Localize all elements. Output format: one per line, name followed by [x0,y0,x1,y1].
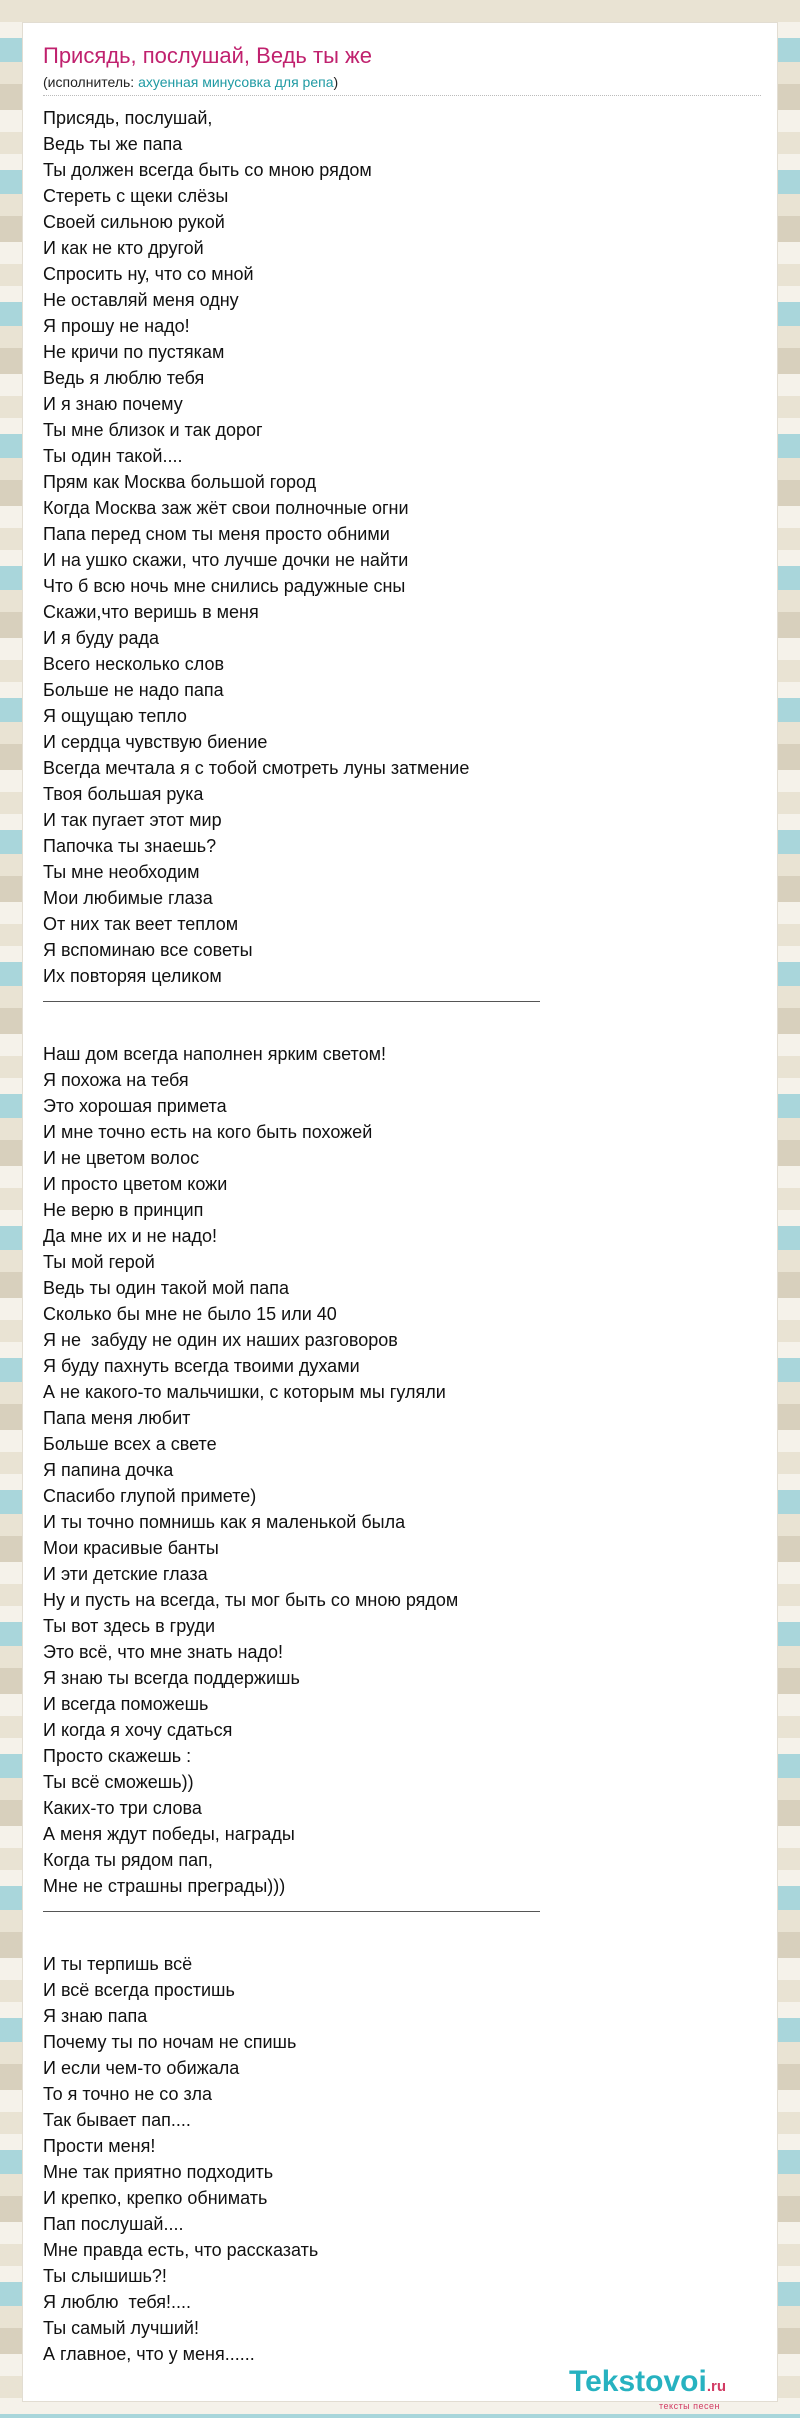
lyric-line: Ты слышишь?! [43,2266,167,2286]
lyric-line: Скажи,что веришь в меня [43,602,259,622]
blank-line [43,1925,743,1951]
lyric-line: Не верю в принцип [43,1200,204,1220]
lyric-line: И я буду рада [43,628,160,648]
lyric-line: Каких-то три слова [43,1798,202,1818]
logo-wordmark: Tekstovoi [569,2365,707,2398]
lyric-line: Это всё, что мне знать надо! [43,1642,284,1662]
lyric-line: То я точно не со зла [43,2084,213,2104]
lyric-line: Пап послушай.... [43,2214,184,2234]
lyric-line: И не цветом волос [43,1148,200,1168]
lyric-line: Я знаю ты всегда поддержишь [43,1668,300,1688]
lyric-line: Твоя большая рука [43,784,204,804]
lyric-line: Я знаю папа [43,2006,148,2026]
logo-tagline: тексты песен [659,2401,721,2411]
lyric-line: Всего несколько слов [43,654,225,674]
site-logo[interactable] [569,2365,726,2411]
lyrics-text [43,105,743,2367]
lyric-line: Мне не страшны преграды))) [43,1876,286,1896]
lyric-line: И так пугает этот мир [43,810,222,830]
lyric-line: Папа перед сном ты меня просто обними [43,524,390,544]
blank-line [43,1015,743,1041]
lyric-line: Папа меня любит [43,1408,191,1428]
lyric-line: Ты мне необходим [43,862,200,882]
lyric-line: Присядь, послушай, [43,108,213,128]
lyric-line: Ведь я люблю тебя [43,368,205,388]
lyric-line: Ты один такой.... [43,446,183,466]
artist-suffix: ) [333,74,339,90]
lyric-line: А меня ждут победы, награды [43,1824,295,1844]
lyric-line: Больше не надо папа [43,680,224,700]
section-divider [43,1899,743,1925]
lyric-line: Мои красивые банты [43,1538,219,1558]
lyric-line: Я прошу не надо! [43,316,190,336]
lyric-line: Ну и пусть на всегда, ты мог быть со мною рядом [43,1590,459,1610]
lyric-line: Когда Москва заж жёт свои полночные огни [43,498,409,518]
lyric-line: И просто цветом кожи [43,1174,228,1194]
lyric-line: Я папина дочка [43,1460,174,1480]
lyric-line: И всё всегда простишь [43,1980,235,2000]
lyric-line: И мне точно есть на кого быть похожей [43,1122,373,1142]
lyric-line: И как не кто другой [43,238,204,258]
lyric-line: И на ушко скажи, что лучше дочки не найти [43,550,409,570]
lyric-line: Ты должен всегда быть со мною рядом [43,160,372,180]
lyric-line: Прям как Москва большой город [43,472,317,492]
lyric-line: Спасибо глупой примете) [43,1486,257,1506]
lyric-line: Сколько бы мне не было 15 или 40 [43,1304,337,1324]
logo-tld: .ru [706,2378,726,2395]
lyric-line: Да мне их и не надо! [43,1226,218,1246]
section-divider [43,989,743,1015]
lyric-line: Мне так приятно подходить [43,2162,274,2182]
lyric-line: Ведь ты же папа [43,134,183,154]
header-divider [43,95,761,96]
lyric-line: И ты терпишь всё [43,1954,193,1974]
artist-prefix: (исполнитель: [43,74,139,90]
lyric-line: И сердца чувствую биение [43,732,268,752]
artist-link[interactable]: ахуенная минусовка для репа [138,74,334,90]
lyric-line: От них так веет теплом [43,914,239,934]
lyric-line: Ты мне близок и так дорог [43,420,263,440]
lyric-line: И если чем-то обижала [43,2058,240,2078]
lyric-line: Больше всех а свете [43,1434,217,1454]
lyric-line: Что б всю ночь мне снились радужные сны [43,576,406,596]
lyric-line: Спросить ну, что со мной [43,264,254,284]
lyric-line: Я люблю тебя!.... [43,2292,192,2312]
lyric-line: Почему ты по ночам не спишь [43,2032,297,2052]
lyric-line: И эти детские глаза [43,1564,208,1584]
lyric-line: Мне правда есть, что рассказать [43,2240,319,2260]
lyric-line: Ты вот здесь в груди [43,1616,216,1636]
lyric-line: А не какого-то мальчишки, с которым мы гуляли [43,1382,446,1402]
lyric-line: Так бывает пап.... [43,2110,191,2130]
lyric-line: Ты всё сможешь)) [43,1772,194,1792]
lyric-line: Я ощущаю тепло [43,706,187,726]
lyric-line: Я вспоминаю все советы [43,940,253,960]
lyric-line: И крепко, крепко обнимать [43,2188,268,2208]
lyric-line: Когда ты рядом пап, [43,1850,213,1870]
lyric-line: А главное, что у меня...... [43,2344,255,2364]
lyric-line: Это хорошая примета [43,1096,227,1116]
lyric-line: Я не забуду не один их наших разговоров [43,1330,398,1350]
lyric-line: Наш дом всегда наполнен ярким светом! [43,1044,386,1064]
lyric-line: Стереть с щеки слёзы [43,186,229,206]
lyric-line: Всегда мечтала я с тобой смотреть луны затмение [43,758,470,778]
lyric-line: Просто скажешь : [43,1746,192,1766]
lyric-line: Ты самый лучший! [43,2318,199,2338]
lyric-line: Мои любимые глаза [43,888,213,908]
lyric-line: Своей сильною рукой [43,212,225,232]
lyric-line: Папочка ты знаешь? [43,836,217,856]
lyric-line: Я буду пахнуть всегда твоими духами [43,1356,360,1376]
lyric-line: И всегда поможешь [43,1694,209,1714]
song-title: Присядь, послушай, Ведь ты же [43,43,372,68]
lyric-line: Прости меня! [43,2136,156,2156]
lyric-line: И ты точно помнишь как я маленькой была [43,1512,406,1532]
lyric-line: Не оставляй меня одну [43,290,239,310]
lyric-line: Ведь ты один такой мой папа [43,1278,289,1298]
lyric-line: Их повторяя целиком [43,966,222,986]
lyric-line: И я знаю почему [43,394,183,414]
lyric-line: Ты мой герой [43,1252,155,1272]
lyric-line: Не кричи по пустякам [43,342,225,362]
lyric-line: И когда я хочу сдаться [43,1720,233,1740]
artist-line [43,73,338,91]
lyric-line: Я похожа на тебя [43,1070,189,1090]
lyrics-page [22,22,778,2411]
